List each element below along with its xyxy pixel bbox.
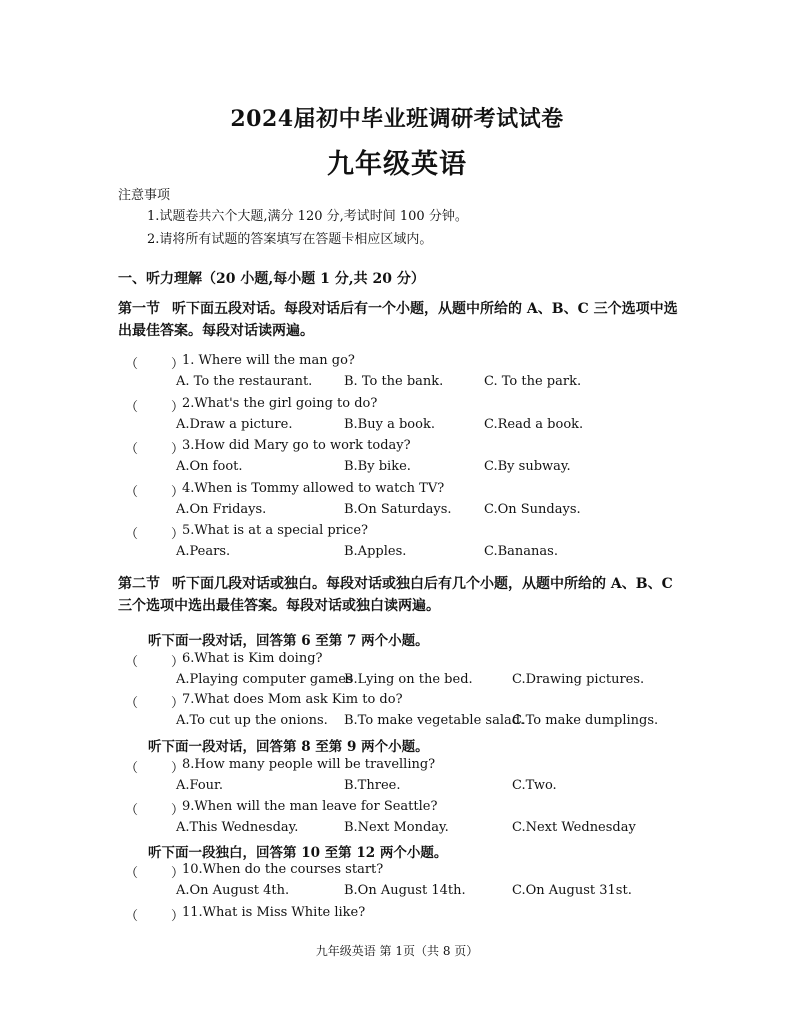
sub-instruction: 听下面一段独白，回答第 10 至第 12 两个小题。 (148, 845, 448, 861)
page-footer: 九年级英语 第 1页（共 8 页） (315, 944, 479, 958)
answer-option: C.By subway. (484, 459, 571, 474)
answer-option: B.Next Monday. (344, 820, 449, 835)
answer-option: A.Draw a picture. (176, 417, 293, 432)
question-text: 2.What's the girl going to do? (182, 396, 378, 411)
answer-blank-open: （ (125, 655, 139, 670)
answer-blank-open: （ (125, 442, 139, 457)
question-text: 10.When do the courses start? (182, 862, 384, 877)
question-text: 9.When will the man leave for Seattle? (182, 799, 438, 814)
answer-option: B. To the bank. (344, 374, 444, 389)
question-text: 4.When is Tommy allowed to watch TV? (182, 481, 445, 496)
answer-option: A.On foot. (176, 459, 243, 474)
notes-heading: 注意事项 (118, 188, 171, 203)
section-instruction (118, 573, 688, 617)
answer-blank-close: ） (171, 527, 185, 542)
answer-option: C.Two. (512, 778, 557, 793)
answer-option: C.On Sundays. (484, 502, 581, 517)
answer-option: A.Playing computer games (176, 672, 353, 687)
answer-option: B.Lying on the bed. (344, 672, 473, 687)
subject-title: 九年级英语 (327, 149, 467, 180)
sub-instruction: 听下面一段对话，回答第 6 至第 7 两个小题。 (148, 633, 429, 649)
answer-blank-open: （ (125, 485, 139, 500)
sub-instruction: 听下面一段对话，回答第 8 至第 9 两个小题。 (148, 739, 429, 755)
question-text: 6.What is Kim doing? (182, 651, 323, 666)
answer-blank-open: （ (125, 357, 139, 372)
answer-blank-close: ） (171, 655, 185, 670)
note-item: 1.试题卷共六个大题,满分 120 分,考试时间 100 分钟。 (147, 209, 468, 224)
question-text: 11.What is Miss White like? (182, 905, 366, 920)
answer-blank-open: （ (125, 696, 139, 711)
answer-option: C. To the park. (484, 374, 582, 389)
answer-blank-close: ） (171, 909, 185, 924)
answer-option: A.Pears. (176, 544, 231, 559)
section-text: 听下面几段对话或独白。每段对话或独白后有几个小题，从题中所给的 A、B、C 三个选项中选出最佳答案。每段对话或独白读两遍。 (118, 576, 673, 614)
answer-option: B.On August 14th. (344, 883, 466, 898)
exam-title: 2024届初中毕业班调研考试试卷 (230, 106, 564, 132)
answer-option: C.Read a book. (484, 417, 584, 432)
answer-blank-open: （ (125, 527, 139, 542)
answer-option: C.On August 31st. (512, 883, 632, 898)
answer-option: B.Buy a book. (344, 417, 435, 432)
answer-blank-close: ） (171, 866, 185, 881)
question-text: 1. Where will the man go? (182, 353, 355, 368)
answer-option: A. To the restaurant. (176, 374, 313, 389)
answer-option: B.To make vegetable salad. (344, 713, 525, 728)
answer-blank-open: （ (125, 400, 139, 415)
question-text: 8.How many people will be travelling? (182, 757, 436, 772)
note-item: 2.请将所有试题的答案填写在答题卡相应区域内。 (147, 232, 433, 247)
part-title: 一、听力理解（20 小题,每小题 1 分,共 20 分） (118, 271, 425, 287)
answer-blank-close: ） (171, 696, 185, 711)
answer-blank-close: ） (171, 400, 185, 415)
answer-blank-open: （ (125, 761, 139, 776)
answer-blank-open: （ (125, 909, 139, 924)
answer-blank-open: （ (125, 866, 139, 881)
answer-option: C.To make dumplings. (512, 713, 659, 728)
answer-blank-close: ） (171, 357, 185, 372)
section-label: 第二节 (118, 576, 160, 592)
answer-option: C.Drawing pictures. (512, 672, 645, 687)
answer-option: B.Apples. (344, 544, 407, 559)
answer-option: A.Four. (176, 778, 223, 793)
answer-blank-close: ） (171, 803, 185, 818)
answer-option: A.To cut up the onions. (176, 713, 328, 728)
answer-option: B.On Saturdays. (344, 502, 452, 517)
question-text: 5.What is at a special price? (182, 523, 368, 538)
answer-option: A.This Wednesday. (176, 820, 299, 835)
answer-option: C.Next Wednesday (512, 820, 636, 835)
answer-option: C.Bananas. (484, 544, 558, 559)
answer-option: B.By bike. (344, 459, 411, 474)
answer-blank-close: ） (171, 761, 185, 776)
answer-option: A.On August 4th. (176, 883, 290, 898)
answer-blank-open: （ (125, 803, 139, 818)
answer-option: A.On Fridays. (176, 502, 267, 517)
section-label: 第一节 (118, 301, 160, 317)
question-text: 7.What does Mom ask Kim to do? (182, 692, 403, 707)
answer-blank-close: ） (171, 442, 185, 457)
section-instruction (118, 298, 688, 342)
answer-option: B.Three. (344, 778, 401, 793)
question-text: 3.How did Mary go to work today? (182, 438, 411, 453)
answer-blank-close: ） (171, 485, 185, 500)
section-text: 听下面五段对话。每段对话后有一个小题，从题中所给的 A、B、C 三个选项中选出最佳答案。每段对话读两遍。 (118, 301, 678, 339)
